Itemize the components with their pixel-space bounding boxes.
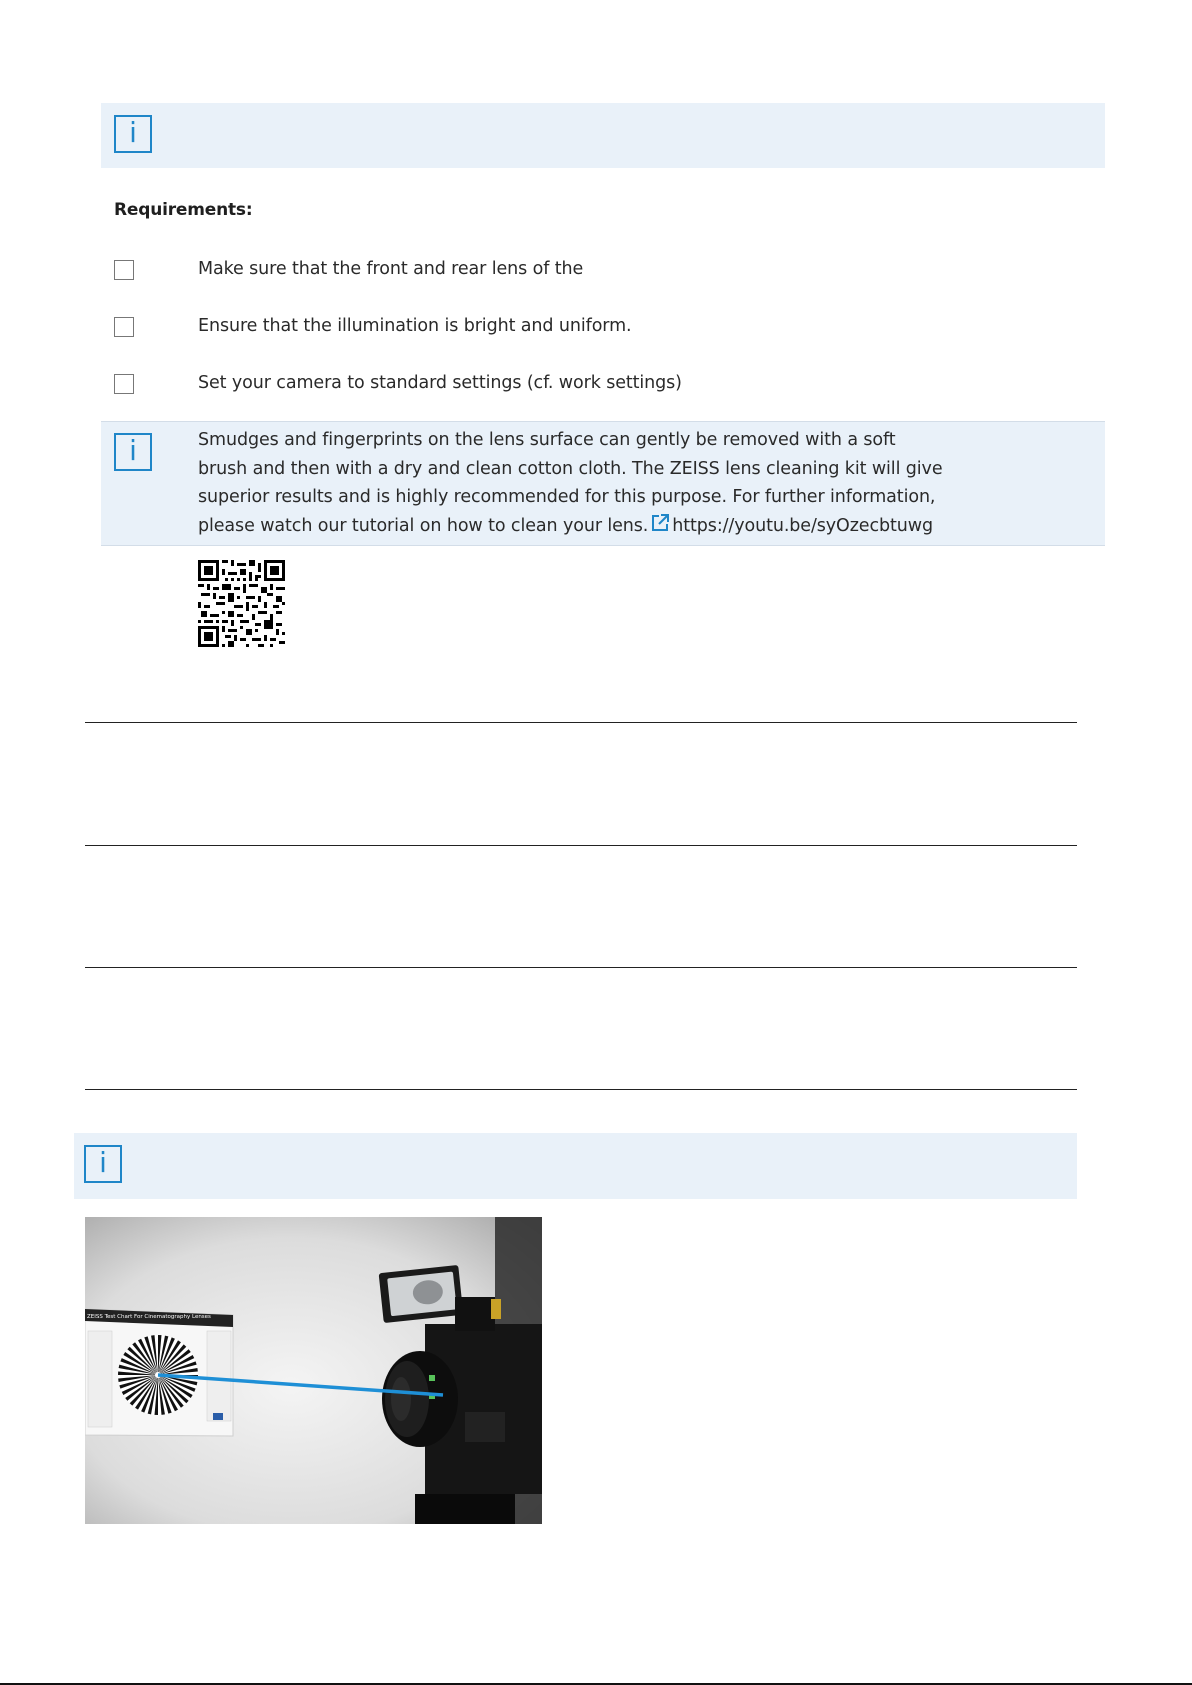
info-icon: i bbox=[114, 433, 152, 471]
note-line bbox=[198, 512, 958, 543]
note-line: superior results and is highly recommended for this purpose. For further information, bbox=[198, 487, 936, 507]
test-chart-photo bbox=[85, 1217, 542, 1524]
note-line: brush and then with a dry and clean cotton cloth. The ZEISS lens cleaning kit will give bbox=[198, 458, 943, 479]
info-box-bottom bbox=[74, 1133, 1077, 1199]
divider bbox=[85, 722, 1077, 723]
tutorial-link[interactable]: https://youtu.be/syOzecbtuwg bbox=[672, 515, 933, 536]
divider bbox=[85, 845, 1077, 846]
external-link-icon[interactable] bbox=[650, 513, 670, 543]
info-box-top bbox=[101, 103, 1105, 168]
info-icon: i bbox=[114, 115, 152, 153]
qr-code bbox=[198, 560, 285, 647]
checkbox[interactable] bbox=[114, 374, 134, 394]
requirement-text: Ensure that the illumination is bright and uniform. bbox=[198, 316, 632, 336]
note-line-text: please watch our tutorial on how to clean your lens. bbox=[198, 515, 649, 536]
test-chart-board bbox=[85, 1309, 233, 1436]
requirement-item bbox=[114, 316, 1014, 342]
chart-board-title: ZEISS Test Chart For Cinematography Lenses bbox=[87, 1314, 211, 1320]
divider bbox=[85, 1089, 1077, 1090]
note-line: Smudges and fingerprints on the lens surface can gently be removed with a soft bbox=[198, 430, 896, 450]
requirement-text: Set your camera to standard settings (cf. work settings) bbox=[198, 373, 682, 393]
requirement-item bbox=[114, 259, 1014, 285]
photo-illustration bbox=[85, 1217, 542, 1524]
requirement-text: Make sure that the front and rear lens of the bbox=[198, 259, 584, 279]
info-icon: i bbox=[84, 1145, 122, 1183]
divider bbox=[85, 967, 1077, 968]
cleaning-note bbox=[198, 426, 958, 542]
checkbox[interactable] bbox=[114, 260, 134, 280]
requirement-item bbox=[114, 373, 1014, 399]
checkbox[interactable] bbox=[114, 317, 134, 337]
requirements-heading: Requirements: bbox=[114, 200, 253, 220]
